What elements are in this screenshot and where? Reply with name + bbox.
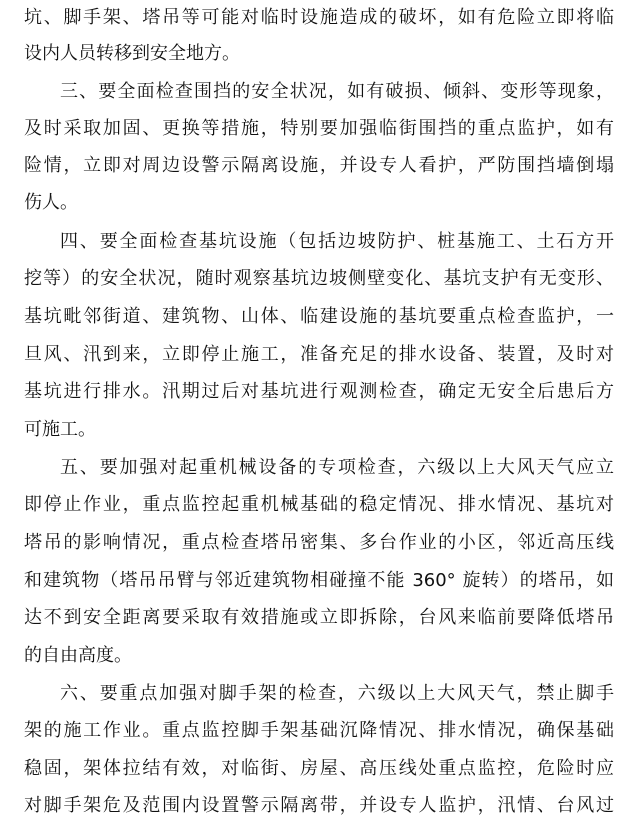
text-line: 旦风、汛到来，立即停止施工，准备充足的排水设备、装置，及时对 <box>24 344 614 365</box>
text-line: 的自由高度。 <box>24 645 132 666</box>
text-line: 险情，立即对周边设警示隔离设施，并设专人看护，严防围挡墙倒塌 <box>24 155 614 176</box>
text-line: 坑、脚手架、塔吊等可能对临时设施造成的破坏，如有危险立即将临 <box>24 7 614 28</box>
text-line: 伤人。 <box>24 192 78 213</box>
text-line: 基坑进行排水。汛期过后对基坑进行观测检查，确定无安全后患后方 <box>24 381 614 402</box>
text-line: 对脚手架危及范围内设置警示隔离带，并设专人监护，汛情、台风过 <box>24 795 614 816</box>
text-line: 五、要加强对起重机械设备的专项检查，六级以上大风天气应立 <box>60 457 614 478</box>
text-line: 六、要重点加强对脚手架的检查，六级以上大风天气，禁止脚手 <box>60 683 614 704</box>
text-line: 和建筑物（塔吊吊臂与邻近建筑物相碰撞不能 360° 旋转）的塔吊，如 <box>24 570 614 591</box>
text-line: 即停止作业，重点监控起重机械基础的稳定情况、排水情况、基坑对 <box>24 494 614 515</box>
text-line: 及时采取加固、更换等措施，特别要加强临街围挡的重点监护，如有 <box>24 118 614 139</box>
text-line: 四、要全面检查基坑设施（包括边坡防护、桩基施工、土石方开 <box>60 231 614 252</box>
text-line: 达不到安全距离要采取有效措施或立即拆除，台风来临前要降低塔吊 <box>24 607 614 628</box>
text-line: 塔吊的影响情况，重点检查塔吊密集、多台作业的小区，邻近高压线 <box>24 532 614 553</box>
text-line: 架的施工作业。重点监控脚手架基础沉降情况、排水情况，确保基础 <box>24 720 614 741</box>
text-line: 三、要全面检查围挡的安全状况，如有破损、倾斜、变形等现象， <box>60 81 614 102</box>
text-line: 基坑毗邻街道、建筑物、山体、临建设施的基坑要重点检查监护，一 <box>24 306 614 327</box>
text-line: 稳固，架体拉结有效，对临街、房屋、高压线处重点监控，危险时应 <box>24 758 614 779</box>
text-line: 挖等）的安全状况，随时观察基坑边坡侧壁变化、基坑支护有无变形、 <box>24 268 614 289</box>
text-line: 可施工。 <box>24 419 96 440</box>
text-line: 设内人员转移到安全地方。 <box>24 43 240 64</box>
